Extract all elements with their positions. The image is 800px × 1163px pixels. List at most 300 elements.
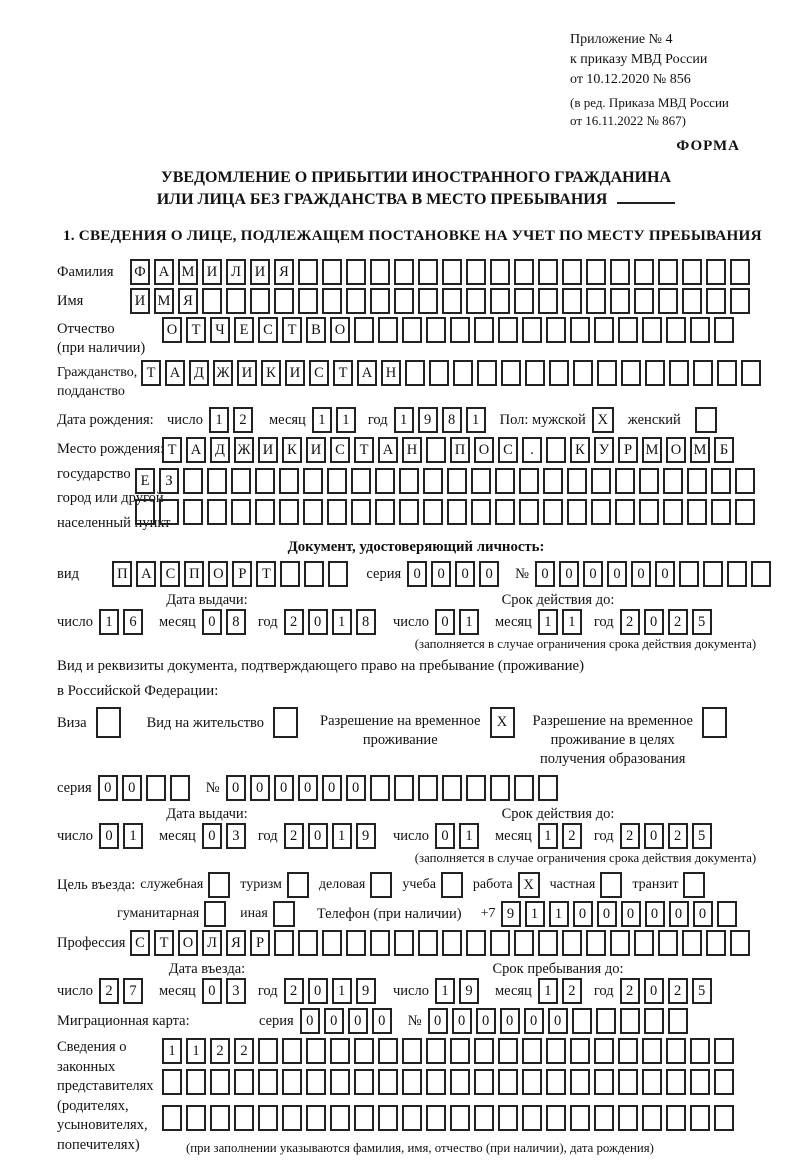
char-box[interactable]: 2 bbox=[668, 609, 688, 635]
char-box[interactable] bbox=[426, 437, 446, 463]
char-box[interactable] bbox=[570, 1105, 590, 1131]
char-box[interactable]: А bbox=[136, 561, 156, 587]
char-box[interactable]: 1 bbox=[186, 1038, 206, 1064]
char-box[interactable]: Т bbox=[154, 930, 174, 956]
char-box[interactable] bbox=[280, 561, 300, 587]
char-box[interactable]: О bbox=[208, 561, 228, 587]
char-box[interactable] bbox=[639, 499, 659, 525]
char-box[interactable] bbox=[522, 1069, 542, 1095]
char-box[interactable] bbox=[522, 1105, 542, 1131]
char-box[interactable] bbox=[304, 561, 324, 587]
char-box[interactable] bbox=[519, 468, 539, 494]
char-box[interactable]: И bbox=[237, 360, 257, 386]
char-box[interactable]: С bbox=[160, 561, 180, 587]
char-box[interactable] bbox=[618, 317, 638, 343]
char-box[interactable]: О bbox=[178, 930, 198, 956]
char-box[interactable]: 3 bbox=[226, 823, 246, 849]
char-box[interactable] bbox=[658, 930, 678, 956]
char-box[interactable] bbox=[471, 468, 491, 494]
char-box[interactable] bbox=[730, 259, 750, 285]
char-box[interactable]: 0 bbox=[573, 901, 593, 927]
char-box[interactable] bbox=[666, 1038, 686, 1064]
char-box[interactable] bbox=[620, 1008, 640, 1034]
char-box[interactable]: 0 bbox=[298, 775, 318, 801]
char-box[interactable] bbox=[687, 468, 707, 494]
char-box[interactable] bbox=[693, 360, 713, 386]
char-box[interactable] bbox=[378, 1105, 398, 1131]
char-box[interactable] bbox=[146, 775, 166, 801]
char-box[interactable] bbox=[735, 468, 755, 494]
char-box[interactable]: И bbox=[258, 437, 278, 463]
char-box[interactable] bbox=[450, 1069, 470, 1095]
char-box[interactable] bbox=[207, 468, 227, 494]
purpose-business-checkbox[interactable] bbox=[370, 872, 392, 898]
char-box[interactable] bbox=[495, 499, 515, 525]
char-box[interactable] bbox=[351, 468, 371, 494]
char-box[interactable] bbox=[666, 1069, 686, 1095]
char-box[interactable]: 0 bbox=[597, 901, 617, 927]
char-box[interactable] bbox=[538, 775, 558, 801]
char-box[interactable] bbox=[668, 1008, 688, 1034]
char-box[interactable] bbox=[442, 775, 462, 801]
char-box[interactable] bbox=[490, 288, 510, 314]
char-box[interactable] bbox=[298, 288, 318, 314]
char-box[interactable]: Н bbox=[402, 437, 422, 463]
char-box[interactable] bbox=[346, 259, 366, 285]
char-box[interactable] bbox=[255, 499, 275, 525]
char-box[interactable] bbox=[658, 259, 678, 285]
char-box[interactable] bbox=[573, 360, 593, 386]
char-box[interactable]: К bbox=[261, 360, 281, 386]
char-box[interactable] bbox=[538, 288, 558, 314]
char-box[interactable] bbox=[370, 930, 390, 956]
char-box[interactable] bbox=[538, 259, 558, 285]
char-box[interactable] bbox=[250, 288, 270, 314]
sex-male-checkbox[interactable]: X bbox=[592, 407, 614, 433]
char-box[interactable] bbox=[682, 259, 702, 285]
char-box[interactable]: 0 bbox=[669, 901, 689, 927]
char-box[interactable]: 0 bbox=[693, 901, 713, 927]
char-box[interactable] bbox=[170, 775, 190, 801]
char-box[interactable] bbox=[546, 317, 566, 343]
char-box[interactable] bbox=[418, 259, 438, 285]
char-box[interactable]: 0 bbox=[479, 561, 499, 587]
char-box[interactable]: 9 bbox=[418, 407, 438, 433]
char-box[interactable] bbox=[402, 1069, 422, 1095]
char-box[interactable]: 0 bbox=[559, 561, 579, 587]
char-box[interactable]: Т bbox=[256, 561, 276, 587]
char-box[interactable] bbox=[596, 1008, 616, 1034]
char-box[interactable]: Ч bbox=[210, 317, 230, 343]
char-box[interactable] bbox=[354, 1069, 374, 1095]
char-box[interactable] bbox=[594, 1038, 614, 1064]
char-box[interactable]: З bbox=[159, 468, 179, 494]
char-box[interactable] bbox=[717, 360, 737, 386]
char-box[interactable] bbox=[426, 1105, 446, 1131]
char-box[interactable] bbox=[322, 288, 342, 314]
char-box[interactable]: 1 bbox=[336, 407, 356, 433]
char-box[interactable] bbox=[466, 930, 486, 956]
char-box[interactable] bbox=[466, 288, 486, 314]
char-box[interactable] bbox=[282, 1038, 302, 1064]
char-box[interactable] bbox=[327, 468, 347, 494]
char-box[interactable]: 2 bbox=[668, 823, 688, 849]
char-box[interactable]: 1 bbox=[538, 978, 558, 1004]
char-box[interactable]: Ж bbox=[234, 437, 254, 463]
char-box[interactable] bbox=[370, 288, 390, 314]
char-box[interactable]: 2 bbox=[668, 978, 688, 1004]
char-box[interactable]: 0 bbox=[644, 978, 664, 1004]
char-box[interactable]: 1 bbox=[332, 978, 352, 1004]
char-box[interactable]: 1 bbox=[209, 407, 229, 433]
char-box[interactable] bbox=[426, 1038, 446, 1064]
char-box[interactable]: М bbox=[178, 259, 198, 285]
char-box[interactable] bbox=[615, 468, 635, 494]
char-box[interactable]: 5 bbox=[692, 823, 712, 849]
char-box[interactable]: 1 bbox=[312, 407, 332, 433]
char-box[interactable] bbox=[378, 317, 398, 343]
char-box[interactable] bbox=[514, 775, 534, 801]
char-box[interactable] bbox=[442, 259, 462, 285]
char-box[interactable] bbox=[274, 930, 294, 956]
char-box[interactable]: 0 bbox=[372, 1008, 392, 1034]
char-box[interactable] bbox=[474, 1105, 494, 1131]
char-box[interactable] bbox=[706, 259, 726, 285]
char-box[interactable]: Т bbox=[141, 360, 161, 386]
char-box[interactable]: 0 bbox=[202, 823, 222, 849]
purpose-official-checkbox[interactable] bbox=[208, 872, 230, 898]
char-box[interactable] bbox=[183, 468, 203, 494]
char-box[interactable] bbox=[274, 288, 294, 314]
char-box[interactable] bbox=[546, 1105, 566, 1131]
char-box[interactable] bbox=[210, 1105, 230, 1131]
char-box[interactable]: В bbox=[306, 317, 326, 343]
char-box[interactable] bbox=[495, 468, 515, 494]
char-box[interactable]: А bbox=[378, 437, 398, 463]
char-box[interactable] bbox=[375, 468, 395, 494]
purpose-work-checkbox[interactable]: X bbox=[518, 872, 540, 898]
char-box[interactable]: 8 bbox=[356, 609, 376, 635]
char-box[interactable] bbox=[538, 930, 558, 956]
char-box[interactable] bbox=[711, 468, 731, 494]
char-box[interactable] bbox=[522, 317, 542, 343]
char-box[interactable] bbox=[351, 499, 371, 525]
char-box[interactable] bbox=[399, 468, 419, 494]
char-box[interactable] bbox=[207, 499, 227, 525]
char-box[interactable] bbox=[572, 1008, 592, 1034]
char-box[interactable] bbox=[543, 499, 563, 525]
char-box[interactable]: О bbox=[330, 317, 350, 343]
char-box[interactable] bbox=[375, 499, 395, 525]
char-box[interactable] bbox=[330, 1038, 350, 1064]
char-box[interactable] bbox=[394, 288, 414, 314]
char-box[interactable] bbox=[706, 930, 726, 956]
char-box[interactable]: 0 bbox=[274, 775, 294, 801]
char-box[interactable] bbox=[327, 499, 347, 525]
char-box[interactable]: 1 bbox=[562, 609, 582, 635]
char-box[interactable] bbox=[618, 1069, 638, 1095]
char-box[interactable] bbox=[450, 317, 470, 343]
char-box[interactable]: П bbox=[184, 561, 204, 587]
purpose-humanitarian-checkbox[interactable] bbox=[204, 901, 226, 927]
char-box[interactable] bbox=[714, 317, 734, 343]
char-box[interactable]: С bbox=[309, 360, 329, 386]
char-box[interactable] bbox=[682, 930, 702, 956]
char-box[interactable] bbox=[399, 499, 419, 525]
char-box[interactable] bbox=[594, 317, 614, 343]
char-box[interactable]: 2 bbox=[284, 609, 304, 635]
char-box[interactable] bbox=[642, 1038, 662, 1064]
char-box[interactable] bbox=[418, 775, 438, 801]
purpose-tourism-checkbox[interactable] bbox=[287, 872, 309, 898]
char-box[interactable] bbox=[183, 499, 203, 525]
char-box[interactable] bbox=[666, 317, 686, 343]
char-box[interactable]: 0 bbox=[226, 775, 246, 801]
char-box[interactable]: 0 bbox=[348, 1008, 368, 1034]
char-box[interactable]: . bbox=[522, 437, 542, 463]
char-box[interactable]: 0 bbox=[655, 561, 675, 587]
char-box[interactable]: 0 bbox=[631, 561, 651, 587]
char-box[interactable]: Ф bbox=[130, 259, 150, 285]
char-box[interactable] bbox=[663, 468, 683, 494]
char-box[interactable] bbox=[322, 930, 342, 956]
char-box[interactable] bbox=[202, 288, 222, 314]
char-box[interactable] bbox=[730, 288, 750, 314]
char-box[interactable] bbox=[186, 1069, 206, 1095]
char-box[interactable]: Т bbox=[162, 437, 182, 463]
char-box[interactable]: И bbox=[202, 259, 222, 285]
char-box[interactable] bbox=[298, 930, 318, 956]
char-box[interactable] bbox=[426, 317, 446, 343]
char-box[interactable]: А bbox=[154, 259, 174, 285]
char-box[interactable] bbox=[549, 360, 569, 386]
purpose-transit-checkbox[interactable] bbox=[683, 872, 705, 898]
char-box[interactable] bbox=[258, 1038, 278, 1064]
char-box[interactable] bbox=[303, 468, 323, 494]
char-box[interactable]: М bbox=[642, 437, 662, 463]
char-box[interactable] bbox=[615, 499, 635, 525]
char-box[interactable]: 0 bbox=[524, 1008, 544, 1034]
char-box[interactable]: 0 bbox=[202, 978, 222, 1004]
char-box[interactable]: 0 bbox=[428, 1008, 448, 1034]
char-box[interactable]: К bbox=[570, 437, 590, 463]
char-box[interactable]: Е bbox=[135, 468, 155, 494]
char-box[interactable]: 2 bbox=[284, 978, 304, 1004]
char-box[interactable]: Ж bbox=[213, 360, 233, 386]
char-box[interactable] bbox=[354, 1038, 374, 1064]
char-box[interactable]: Б bbox=[714, 437, 734, 463]
char-box[interactable]: 0 bbox=[250, 775, 270, 801]
char-box[interactable] bbox=[522, 1038, 542, 1064]
char-box[interactable]: 0 bbox=[98, 775, 118, 801]
char-box[interactable] bbox=[594, 1069, 614, 1095]
char-box[interactable] bbox=[231, 499, 251, 525]
char-box[interactable] bbox=[466, 775, 486, 801]
char-box[interactable] bbox=[570, 317, 590, 343]
char-box[interactable]: О bbox=[666, 437, 686, 463]
char-box[interactable]: 1 bbox=[549, 901, 569, 927]
char-box[interactable]: М bbox=[154, 288, 174, 314]
char-box[interactable]: 1 bbox=[538, 609, 558, 635]
char-box[interactable] bbox=[594, 1105, 614, 1131]
char-box[interactable]: Н bbox=[381, 360, 401, 386]
char-box[interactable] bbox=[634, 288, 654, 314]
char-box[interactable] bbox=[519, 499, 539, 525]
char-box[interactable]: И bbox=[285, 360, 305, 386]
char-box[interactable] bbox=[642, 317, 662, 343]
char-box[interactable]: Я bbox=[178, 288, 198, 314]
char-box[interactable] bbox=[525, 360, 545, 386]
char-box[interactable] bbox=[346, 288, 366, 314]
char-box[interactable]: 9 bbox=[356, 978, 376, 1004]
char-box[interactable] bbox=[586, 930, 606, 956]
char-box[interactable] bbox=[322, 259, 342, 285]
char-box[interactable] bbox=[418, 288, 438, 314]
char-box[interactable]: У bbox=[594, 437, 614, 463]
char-box[interactable] bbox=[644, 1008, 664, 1034]
char-box[interactable]: 0 bbox=[455, 561, 475, 587]
char-box[interactable]: 9 bbox=[459, 978, 479, 1004]
char-box[interactable] bbox=[306, 1105, 326, 1131]
char-box[interactable] bbox=[303, 499, 323, 525]
char-box[interactable]: 0 bbox=[583, 561, 603, 587]
char-box[interactable] bbox=[567, 468, 587, 494]
purpose-private-checkbox[interactable] bbox=[600, 872, 622, 898]
char-box[interactable]: 5 bbox=[692, 978, 712, 1004]
char-box[interactable] bbox=[546, 1038, 566, 1064]
char-box[interactable]: О bbox=[474, 437, 494, 463]
char-box[interactable] bbox=[370, 775, 390, 801]
char-box[interactable]: 9 bbox=[501, 901, 521, 927]
char-box[interactable] bbox=[378, 1038, 398, 1064]
char-box[interactable]: 2 bbox=[620, 609, 640, 635]
char-box[interactable]: Д bbox=[210, 437, 230, 463]
char-box[interactable]: 2 bbox=[620, 823, 640, 849]
char-box[interactable]: Я bbox=[226, 930, 246, 956]
residence-permit-checkbox[interactable] bbox=[273, 707, 298, 738]
char-box[interactable]: Я bbox=[274, 259, 294, 285]
char-box[interactable] bbox=[562, 259, 582, 285]
char-box[interactable] bbox=[354, 1105, 374, 1131]
char-box[interactable]: 0 bbox=[452, 1008, 472, 1034]
char-box[interactable]: 0 bbox=[607, 561, 627, 587]
purpose-study-checkbox[interactable] bbox=[441, 872, 463, 898]
char-box[interactable]: 0 bbox=[435, 823, 455, 849]
char-box[interactable] bbox=[562, 930, 582, 956]
char-box[interactable]: 1 bbox=[538, 823, 558, 849]
char-box[interactable]: С bbox=[130, 930, 150, 956]
char-box[interactable] bbox=[586, 288, 606, 314]
char-box[interactable] bbox=[426, 1069, 446, 1095]
char-box[interactable] bbox=[498, 1069, 518, 1095]
char-box[interactable] bbox=[562, 288, 582, 314]
char-box[interactable] bbox=[591, 468, 611, 494]
char-box[interactable] bbox=[474, 317, 494, 343]
char-box[interactable]: 9 bbox=[356, 823, 376, 849]
char-box[interactable] bbox=[298, 259, 318, 285]
char-box[interactable] bbox=[450, 1038, 470, 1064]
char-box[interactable]: 1 bbox=[394, 407, 414, 433]
char-box[interactable] bbox=[610, 259, 630, 285]
char-box[interactable] bbox=[279, 499, 299, 525]
char-box[interactable]: 0 bbox=[300, 1008, 320, 1034]
char-box[interactable] bbox=[328, 561, 348, 587]
char-box[interactable] bbox=[687, 499, 707, 525]
char-box[interactable]: 6 bbox=[123, 609, 143, 635]
char-box[interactable] bbox=[711, 499, 731, 525]
purpose-other-checkbox[interactable] bbox=[273, 901, 295, 927]
char-box[interactable] bbox=[714, 1069, 734, 1095]
char-box[interactable] bbox=[429, 360, 449, 386]
char-box[interactable] bbox=[543, 468, 563, 494]
char-box[interactable] bbox=[255, 468, 275, 494]
char-box[interactable]: К bbox=[282, 437, 302, 463]
char-box[interactable]: 0 bbox=[644, 609, 664, 635]
char-box[interactable]: 0 bbox=[535, 561, 555, 587]
char-box[interactable] bbox=[442, 930, 462, 956]
char-box[interactable] bbox=[306, 1038, 326, 1064]
char-box[interactable]: И bbox=[130, 288, 150, 314]
char-box[interactable] bbox=[727, 561, 747, 587]
char-box[interactable] bbox=[477, 360, 497, 386]
char-box[interactable]: 2 bbox=[562, 823, 582, 849]
char-box[interactable] bbox=[210, 1069, 230, 1095]
char-box[interactable]: 0 bbox=[324, 1008, 344, 1034]
char-box[interactable] bbox=[501, 360, 521, 386]
char-box[interactable] bbox=[597, 360, 617, 386]
char-box[interactable] bbox=[690, 1038, 710, 1064]
char-box[interactable] bbox=[466, 259, 486, 285]
char-box[interactable] bbox=[378, 1069, 398, 1095]
char-box[interactable] bbox=[714, 1105, 734, 1131]
char-box[interactable] bbox=[370, 259, 390, 285]
char-box[interactable]: 1 bbox=[162, 1038, 182, 1064]
char-box[interactable] bbox=[226, 288, 246, 314]
char-box[interactable] bbox=[402, 1105, 422, 1131]
char-box[interactable]: Р bbox=[250, 930, 270, 956]
char-box[interactable] bbox=[490, 775, 510, 801]
char-box[interactable] bbox=[346, 930, 366, 956]
char-box[interactable] bbox=[546, 1069, 566, 1095]
char-box[interactable]: С bbox=[330, 437, 350, 463]
char-box[interactable]: П bbox=[112, 561, 132, 587]
char-box[interactable]: Р bbox=[618, 437, 638, 463]
char-box[interactable] bbox=[690, 1069, 710, 1095]
char-box[interactable] bbox=[618, 1105, 638, 1131]
char-box[interactable] bbox=[330, 1105, 350, 1131]
char-box[interactable]: 0 bbox=[435, 609, 455, 635]
char-box[interactable] bbox=[234, 1069, 254, 1095]
char-box[interactable]: 3 bbox=[226, 978, 246, 1004]
char-box[interactable] bbox=[642, 1105, 662, 1131]
char-box[interactable]: 7 bbox=[123, 978, 143, 1004]
char-box[interactable]: 2 bbox=[234, 1038, 254, 1064]
char-box[interactable]: И bbox=[250, 259, 270, 285]
char-box[interactable]: 0 bbox=[548, 1008, 568, 1034]
char-box[interactable] bbox=[634, 930, 654, 956]
char-box[interactable] bbox=[394, 775, 414, 801]
char-box[interactable]: 0 bbox=[202, 609, 222, 635]
char-box[interactable] bbox=[690, 317, 710, 343]
char-box[interactable] bbox=[135, 499, 155, 525]
char-box[interactable]: Л bbox=[226, 259, 246, 285]
visa-checkbox[interactable] bbox=[96, 707, 121, 738]
char-box[interactable] bbox=[669, 360, 689, 386]
char-box[interactable]: 0 bbox=[407, 561, 427, 587]
char-box[interactable]: 2 bbox=[99, 978, 119, 1004]
char-box[interactable]: А bbox=[165, 360, 185, 386]
char-box[interactable]: А bbox=[357, 360, 377, 386]
